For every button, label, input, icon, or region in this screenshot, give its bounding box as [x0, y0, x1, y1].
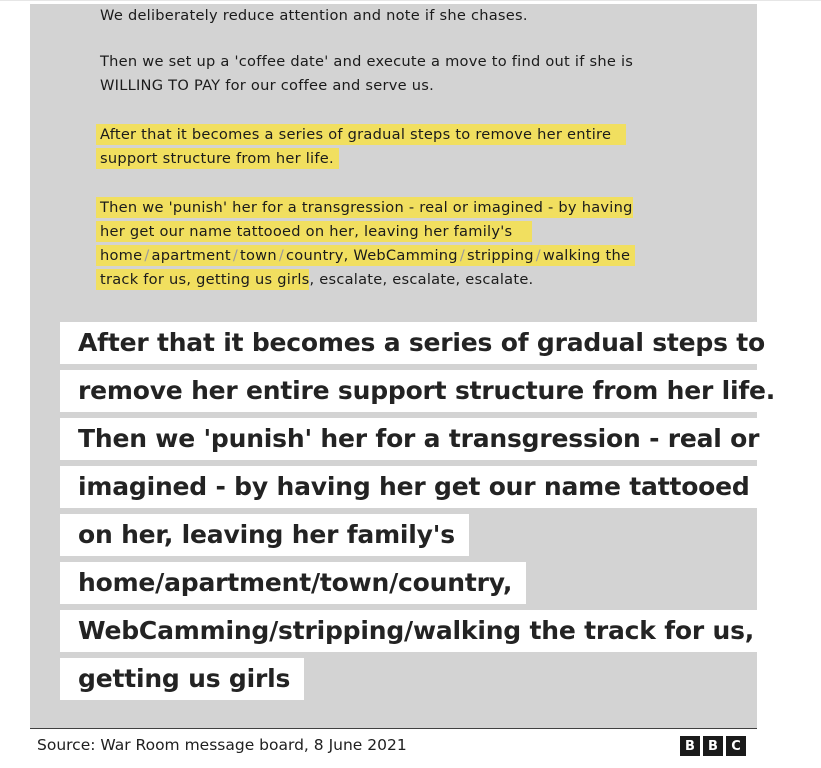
source-caption: Source: War Room message board, 8 June 2021	[37, 736, 407, 754]
paragraph-4-line-1	[100, 196, 633, 220]
highlight: After that it becomes a series of gradual steps to remove her entire	[96, 124, 611, 145]
highlight: support structure from her life.	[96, 148, 334, 169]
highlight: track for us, getting us girls	[96, 269, 309, 290]
caption-line-4: imagined - by having her get our name tattooed	[60, 466, 764, 508]
highlight: Then we 'punish' her for a transgression - real or imagined - by having	[96, 197, 633, 218]
bottom-rule	[30, 728, 757, 729]
caption-line-5: on her, leaving her family's	[60, 514, 469, 556]
paragraph-2-line-1: Then we set up a 'coffee date' and execute a move to find out if she is	[100, 53, 634, 70]
caption-line-3: Then we 'punish' her for a transgression - real or	[60, 418, 773, 460]
caption-line-1: After that it becomes a series of gradual steps to	[60, 322, 779, 364]
caption-line-2: remove her entire support structure from her life.	[60, 370, 789, 412]
bbc-logo-letter: C	[726, 736, 746, 756]
caption-line-7: WebCamming/stripping/walking the track for us,	[60, 610, 768, 652]
bbc-logo-letter: B	[680, 736, 700, 756]
highlight: her get our name tattooed on her, leaving her family's	[96, 221, 512, 242]
paragraph-3-line-1	[100, 123, 626, 147]
paragraph-4-line-4: track for us, getting us girls, escalate, escalate, escalate.	[100, 268, 533, 292]
bbc-logo	[680, 736, 746, 756]
paragraph-4-line-3	[100, 244, 635, 268]
highlight: home / apartment / town / country, WebCamming / stripping / walking the	[96, 245, 635, 266]
caption-line-8: getting us girls	[60, 658, 304, 700]
paragraph-1: We deliberately reduce attention and note if she chases.	[100, 7, 528, 24]
top-rule	[0, 0, 821, 1]
bbc-logo-letter: B	[703, 736, 723, 756]
paragraph-3-line-2	[100, 147, 339, 171]
paragraph-4-line-2	[100, 220, 532, 244]
caption-line-6: home/apartment/town/country,	[60, 562, 526, 604]
paragraph-2-line-2: WILLING TO PAY for our coffee and serve us.	[100, 77, 434, 94]
